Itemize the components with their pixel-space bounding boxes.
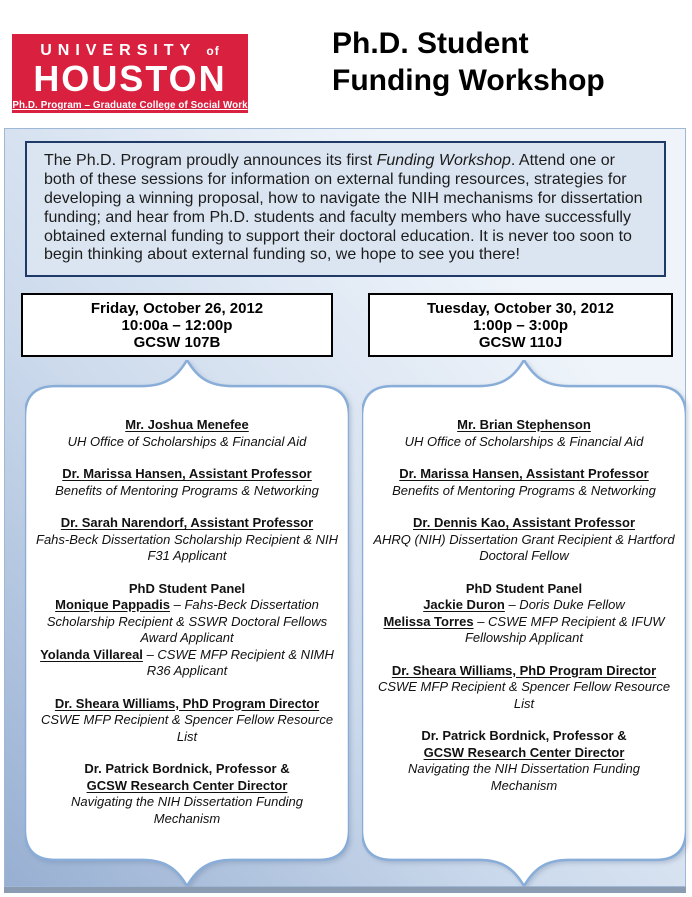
speaker-topic: Navigating the NIH Dissertation Funding Mechanism	[71, 794, 303, 826]
speaker-entry	[373, 515, 675, 565]
session2-header-box	[368, 293, 673, 357]
speaker-entry	[36, 417, 338, 450]
speaker-name: Dr. Sarah Narendorf, Assistant Professor	[60, 515, 314, 530]
speaker-name-line1: Dr. Patrick Bordnick, Professor &	[421, 728, 627, 743]
page-title	[332, 26, 605, 99]
speaker-topic: CSWE MFP Recipient & Spencer Fellow Resource List	[40, 712, 334, 744]
student-panel-entry	[36, 581, 338, 680]
logo-university-line	[12, 43, 248, 59]
student-name: Monique Pappadis	[55, 597, 170, 612]
session1-date: Friday, October 26, 2012	[90, 300, 264, 317]
uh-logo	[12, 34, 248, 113]
speaker-topic: AHRQ (NIH) Dissertation Grant Recipient & Hartford Doctoral Fellow	[373, 531, 675, 563]
student-name: Yolanda Villareal	[40, 646, 143, 662]
speaker-name-line1: Dr. Patrick Bordnick, Professor &	[84, 761, 290, 776]
speaker-name: Mr. Joshua Menefee	[125, 417, 249, 432]
speaker-name: Dr. Dennis Kao, Assistant Professor	[412, 515, 636, 530]
speaker-entry	[36, 696, 338, 746]
announcement-box	[25, 141, 666, 277]
speaker-name: Dr. Marissa Hansen, Assistant Professor	[62, 466, 312, 481]
speaker-name: Dr. Sheara Williams, PhD Program Director	[391, 662, 657, 678]
page-title-line2: Funding Workshop	[332, 63, 605, 97]
speaker-topic: UH Office of Scholarships & Financial Aid	[404, 433, 644, 449]
session1-room: GCSW 107B	[133, 334, 221, 351]
student-name: Jackie Duron	[423, 597, 505, 612]
session1-header-box	[21, 293, 333, 357]
speaker-entry	[373, 728, 675, 794]
page-title-line1: Ph.D. Student	[332, 27, 529, 60]
announcement-text-before: The Ph.D. Program proudly announces its first	[44, 152, 377, 169]
speaker-topic: CSWE MFP Recipient & Spencer Fellow Resource List	[377, 679, 671, 711]
student-line	[36, 597, 338, 647]
student-line	[36, 647, 338, 680]
speaker-topic: Fahs-Beck Dissertation Scholarship Recipient & NIH F31 Applicant	[36, 531, 339, 563]
speaker-name: Dr. Marissa Hansen, Assistant Professor	[399, 466, 649, 481]
student-line	[373, 597, 675, 614]
session2-panel	[362, 360, 686, 886]
session1-panel	[25, 360, 349, 886]
student-desc: – Fahs-Beck Dissertation Scholarship Recipient & SSWR Doctoral Fellows Award Applicant	[46, 597, 328, 645]
student-desc: – Doris Duke Fellow	[508, 597, 625, 612]
speaker-entry	[36, 466, 338, 499]
session2-speaker-list	[373, 417, 675, 810]
session2-time: 1:00p – 3:00p	[472, 317, 569, 334]
session1-time: 10:00a – 12:00p	[121, 317, 233, 334]
logo-houston-text: HOUSTON	[33, 58, 227, 99]
speaker-topic: Navigating the NIH Dissertation Funding Mechanism	[408, 761, 640, 793]
student-desc: – CSWE MFP Recipient & IFUW Fellowship Applicant	[464, 613, 665, 645]
session2-room: GCSW 110J	[478, 334, 563, 351]
student-line	[373, 614, 675, 647]
student-panel-title: PhD Student Panel	[128, 580, 246, 596]
speaker-topic: Benefits of Mentoring Programs & Networking	[55, 482, 319, 498]
student-panel-entry	[373, 581, 675, 647]
board-bottom-edge	[4, 887, 686, 893]
session1-speaker-list	[36, 417, 338, 843]
flyer-body-board	[4, 128, 686, 887]
student-desc: – CSWE MFP Recipient & NIMH R36 Applicant	[146, 646, 334, 678]
speaker-entry	[373, 663, 675, 713]
speaker-name-line2: GCSW Research Center Director	[423, 744, 625, 760]
speaker-name: Mr. Brian Stephenson	[457, 417, 591, 432]
speaker-topic: UH Office of Scholarships & Financial Aid	[67, 433, 307, 449]
speaker-topic: Benefits of Mentoring Programs & Networking	[392, 482, 656, 498]
logo-tagline: Ph.D. Program – Graduate College of Social Work	[12, 100, 248, 111]
announcement-text-after: . Attend one or both of these sessions for information on external funding resources, strategies for developing a winning proposal, how to navigate the NIH mechanisms for dissertation funding; and hear from Ph.D. students and faculty members who have successfully obtained external funding to support their doctoral education. It is never too soon to begin thinking about external funding so, we hope to see you there!	[44, 152, 643, 264]
announcement-text-italic: Funding Workshop	[376, 152, 511, 169]
speaker-name-line2: GCSW Research Center Director	[86, 777, 288, 793]
session2-date: Tuesday, October 30, 2012	[426, 300, 615, 317]
speaker-entry	[36, 761, 338, 827]
logo-university-text: UNIVERSITY	[40, 42, 196, 59]
speaker-entry	[36, 515, 338, 565]
logo-of-text: of	[206, 44, 220, 58]
speaker-entry	[373, 466, 675, 499]
student-name: Melissa Torres	[383, 613, 474, 629]
speaker-name: Dr. Sheara Williams, PhD Program Director	[54, 695, 320, 711]
speaker-entry	[373, 417, 675, 450]
student-panel-title: PhD Student Panel	[465, 580, 583, 596]
